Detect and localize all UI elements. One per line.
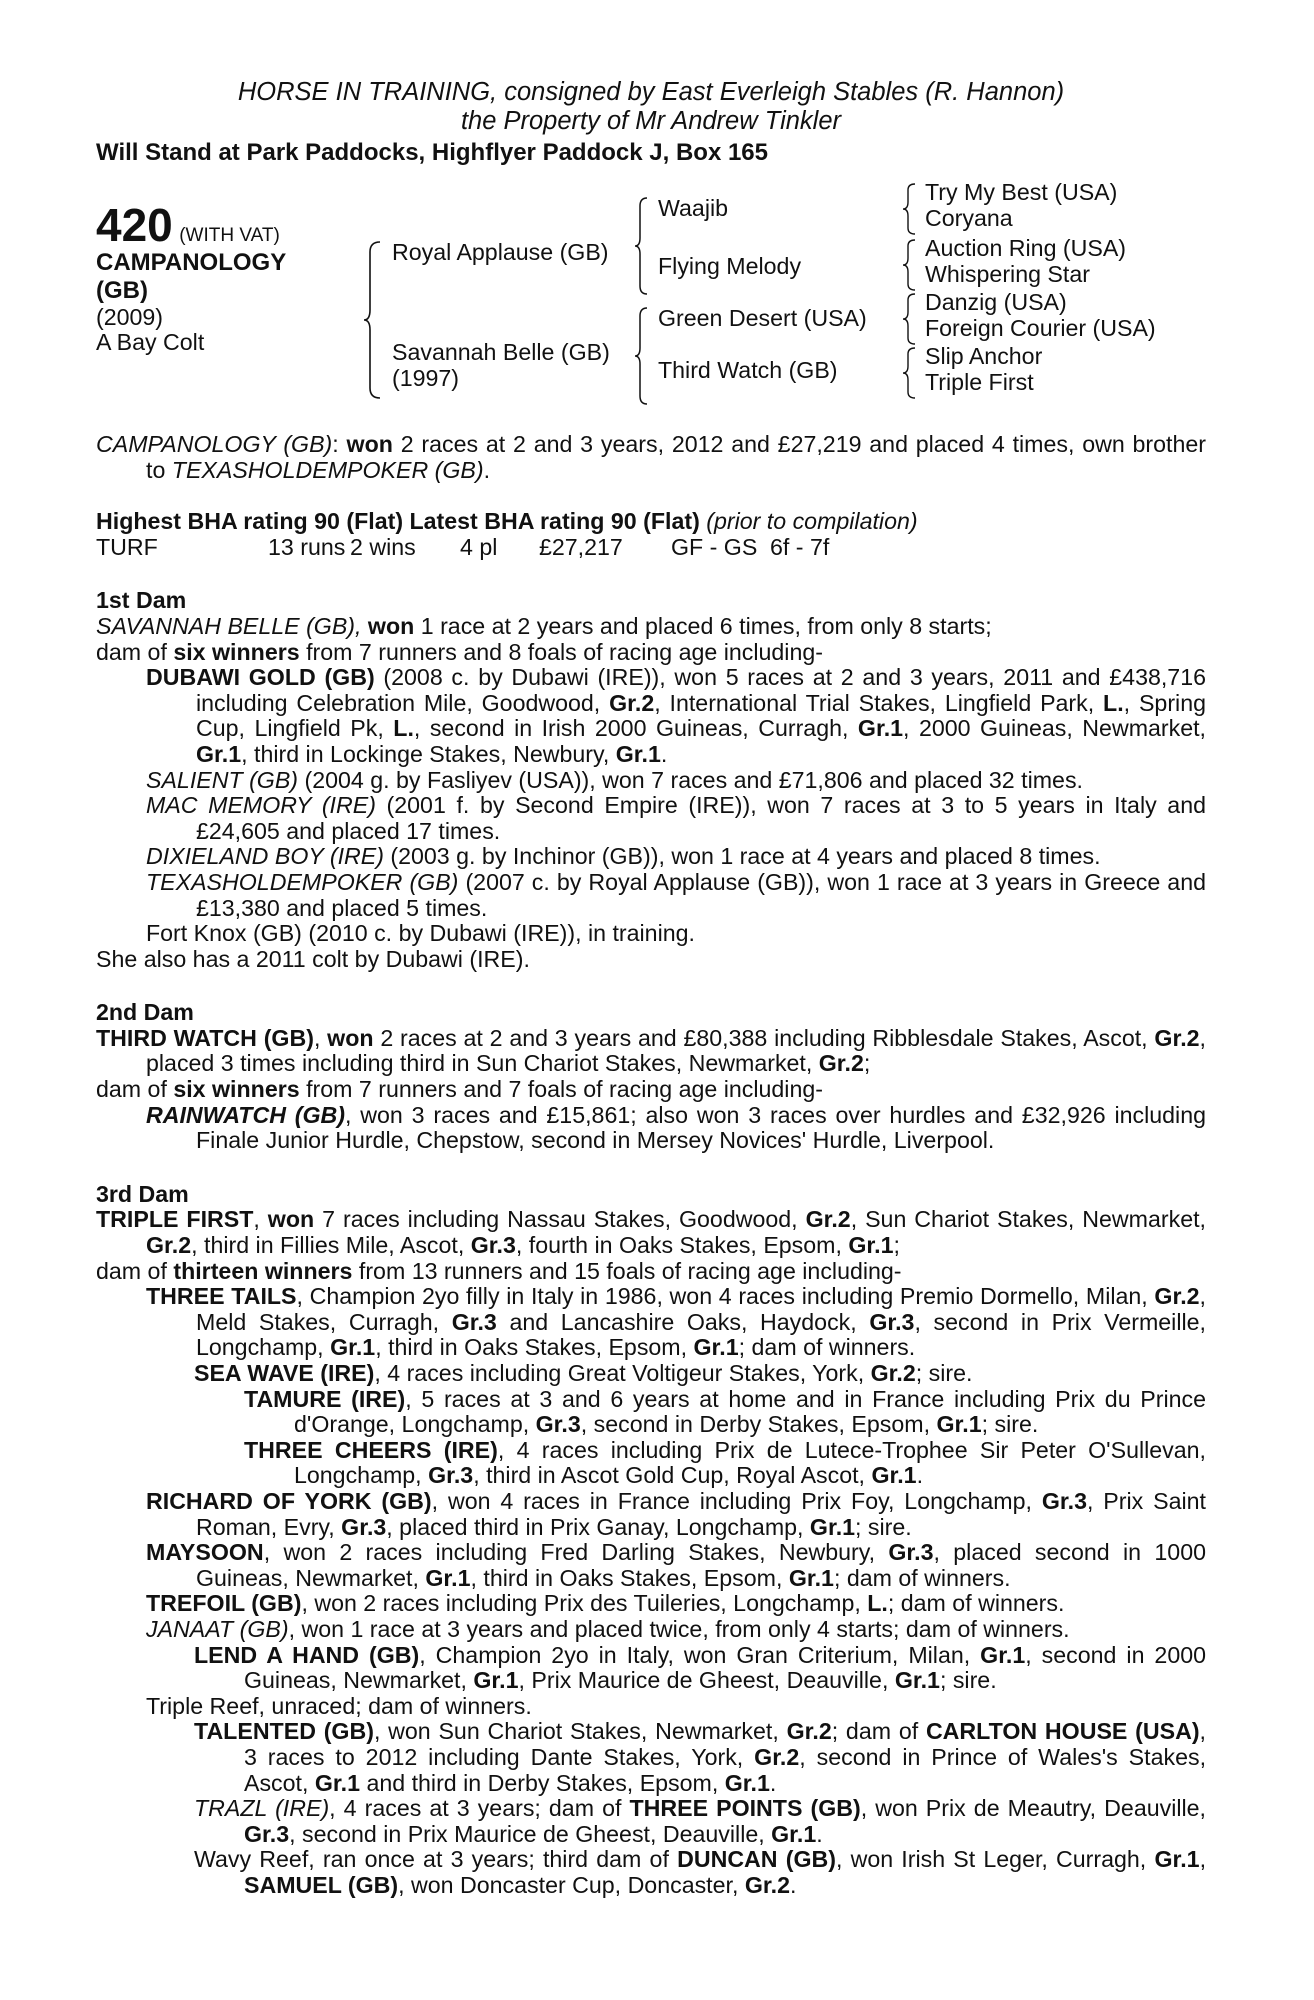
granddam-3: Foreign Courier (USA) <box>925 315 1156 341</box>
section-title: 3rd Dam <box>96 1180 189 1207</box>
stable-location: Will Stand at Park Paddocks, Highflyer Paddock J, Box 165 <box>96 139 768 166</box>
dam-produce-summary: dam of six winners from 7 runners and 7 foals of racing age including- <box>96 1076 823 1103</box>
sire-brace-icon <box>633 196 649 296</box>
owner-line: the Property of Mr Andrew Tinkler <box>460 107 842 135</box>
produce-entry: TRAZL (IRE), 4 races at 3 years; dam of THREE POINTS (GB), won Prix de Meautry, Deauville, Gr.3, second in Prix Maurice de Gheest, Deauville, Gr.1. <box>194 1795 1206 1847</box>
third-dam-section <box>96 1182 1206 1899</box>
rating-note: (prior to compilation) <box>706 508 918 535</box>
produce-entry: THREE TAILS, Champion 2yo filly in Italy in 1986, won 4 races including Premio Dormello, Milan, Gr.2, Meld Stakes, Curragh, Gr.3 and Lancashire Oaks, Haydock, Gr.3, second in Prix Vermeille, Longchamp, Gr.1, third in Oaks Stakes, Epsom, Gr.1; dam of winners. <box>146 1283 1206 1361</box>
first-dam-section <box>96 588 1206 972</box>
grandsire-1: Try My Best (USA) <box>925 179 1118 205</box>
lot-info <box>96 199 287 356</box>
sire-name: Royal Applause (GB) <box>392 239 609 265</box>
vat-note: (WITH VAT) <box>179 225 280 246</box>
sire-dam: Flying Melody <box>658 253 802 279</box>
produce-entry: TEXASHOLDEMPOKER (GB) (2007 c. by Royal Applause (GB)), won 1 race at 3 years in Greece and £13,380 and placed 5 times. <box>146 868 1206 921</box>
grandsire-4: Slip Anchor <box>925 343 1043 369</box>
dam-record: THIRD WATCH (GB), won 2 races at 2 and 3 years and £80,388 including Ribblesdale Stakes, Ascot, Gr.2, placed 3 times including third in Sun Chariot Stakes, Newmarket, Gr.2; <box>96 1024 1206 1077</box>
lot-number: 420 <box>96 199 173 251</box>
catalogue-page <box>96 78 1206 1898</box>
foaling-year: (2009) <box>96 303 164 330</box>
horse-country: (GB) <box>96 276 148 304</box>
produce-entry: TAMURE (IRE), 5 races at 3 and 6 years at home and in France including Prix du Prince d'Orange, Longchamp, Gr.3, second in Derby Stakes, Epsom, Gr.1; sire. <box>244 1385 1206 1438</box>
horse-name: CAMPANOLOGY <box>96 248 287 276</box>
dam-produce-summary: dam of thirteen winners from 13 runners and 15 foals of racing age including- <box>96 1257 902 1284</box>
racing-record-row: TURF 13 runs 2 wins 4 pl £27,217 GF - GS 6f - 7f <box>96 533 830 560</box>
dam-name: Savannah Belle (GB) <box>392 339 610 365</box>
produce-entry: DIXIELAND BOY (IRE) (2003 g. by Inchinor (GB)), won 1 race at 4 years and placed 8 times. <box>146 843 1101 870</box>
produce-entry: LEND A HAND (GB), Champion 2yo in Italy, won Gran Criterium, Milan, Gr.1, second in 2000 Guineas, Newmarket, Gr.1, Prix Maurice de Gheest, Deauville, Gr.1; sire. <box>194 1641 1207 1694</box>
dam-dam: Third Watch (GB) <box>658 357 838 383</box>
pedigree-block <box>96 179 1206 422</box>
produce-entry: Triple Reef, unraced; dam of winners. <box>146 1692 532 1719</box>
produce-entry: DUBAWI GOLD (GB) (2008 c. by Dubawi (IRE)), won 5 races at 2 and 3 years, 2011 and £438,716 including Celebration Mile, Goodwood, Gr.2, International Trial Stakes, Lingfield Park, L., Spring Cup, Lingfield Pk, L., second in Irish 2000 Guineas, Curragh, Gr.1, 2000 Guineas, Newmarket, Gr.1, third in Lockinge Stakes, Newbury, Gr.1. <box>146 664 1207 767</box>
dam-sire: Green Desert (USA) <box>658 305 867 331</box>
grandsire-2: Auction Ring (USA) <box>925 235 1127 261</box>
produce-entry: SEA WAVE (IRE), 4 races including Great Voltigeur Stakes, York, Gr.2; sire. <box>194 1360 973 1386</box>
brace-g3-icon <box>901 292 917 346</box>
second-dam-section <box>96 1000 1206 1154</box>
produce-entry: MAC MEMORY (IRE) (2001 f. by Second Empire (IRE)), won 7 races at 3 to 5 years in Italy and £24,605 and placed 17 times. <box>146 792 1206 844</box>
dam-produce-summary: dam of six winners from 7 runners and 8 foals of racing age including- <box>96 638 823 665</box>
sire-sire: Waajib <box>658 195 729 221</box>
produce-entry: TREFOIL (GB), won 2 races including Prix des Tuileries, Longchamp, L.; dam of winners. <box>146 1590 1065 1617</box>
dam-record: TRIPLE FIRST, won 7 races including Nassau Stakes, Goodwood, Gr.2, Sun Chariot Stakes, Newmarket, Gr.2, third in Fillies Mile, Ascot, Gr.3, fourth in Oaks Stakes, Epsom, Gr.1; <box>96 1206 1206 1259</box>
rating-block <box>96 509 1206 560</box>
produce-entry: THREE CHEERS (IRE), 4 races including Prix de Lutece-Trophee Sir Peter O'Sullevan, Longchamp, Gr.3, third in Ascot Gold Cup, Royal Ascot, Gr.1. <box>244 1436 1206 1489</box>
brace-g2-icon <box>901 238 917 292</box>
produce-entry: TALENTED (GB), won Sun Chariot Stakes, Newmarket, Gr.2; dam of CARLTON HOUSE (USA), 3 races to 2012 including Dante Stakes, York, Gr.2, second in Prince of Wales's Stakes, Ascot, Gr.1 and third in Derby Stakes, Epsom, Gr.1. <box>194 1718 1207 1796</box>
granddam-1: Coryana <box>925 205 1013 231</box>
produce-entry: Wavy Reef, ran once at 3 years; third dam of DUNCAN (GB), won Irish St Leger, Curragh, Gr.1, SAMUEL (GB), won Doncaster Cup, Doncaster, Gr.2. <box>194 1846 1207 1898</box>
horse-description: A Bay Colt <box>96 329 205 356</box>
dam-record: SAVANNAH BELLE (GB), won 1 race at 2 years and placed 6 times, from only 8 starts; <box>96 612 992 639</box>
dam-brace-icon <box>633 306 649 406</box>
produce-entry: SALIENT (GB) (2004 g. by Fasliyev (USA)), won 7 races and £71,806 and placed 32 times. <box>146 766 1083 793</box>
sire-dam-brace-icon <box>362 240 382 400</box>
page-header <box>96 78 1206 168</box>
produce-entry: Fort Knox (GB) (2010 c. by Dubawi (IRE)), in training. <box>146 920 695 947</box>
horse-summary: CAMPANOLOGY (GB): won 2 races at 2 and 3 years, 2012 and £27,219 and placed 4 times, own brother to TEXASHOLDEMPOKER (GB). <box>96 431 1207 483</box>
granddam-2: Whispering Star <box>925 261 1090 287</box>
brace-g1-icon <box>901 182 917 236</box>
rating-heading: Highest BHA rating 90 (Flat) Latest BHA rating 90 (Flat) <box>96 508 700 535</box>
produce-entry: RICHARD OF YORK (GB), won 4 races in France including Prix Foy, Longchamp, Gr.3, Prix Saint Roman, Evry, Gr.3, placed third in Prix Ganay, Longchamp, Gr.1; sire. <box>146 1487 1206 1540</box>
produce-entry: RAINWATCH (GB), won 3 races and £15,861; also won 3 races over hurdles and £32,926 including Finale Junior Hurdle, Chepstow, second in Mersey Novices' Hurdle, Liverpool. <box>146 1101 1206 1154</box>
produce-note: She also has a 2011 colt by Dubawi (IRE). <box>96 945 530 972</box>
produce-entry: MAYSOON, won 2 races including Fred Darling Stakes, Newbury, Gr.3, placed second in 1000 Guineas, Newmarket, Gr.1, third in Oaks Stakes, Epsom, Gr.1; dam of winners. <box>146 1539 1206 1591</box>
section-title: 2nd Dam <box>96 999 194 1026</box>
brace-g4-icon <box>901 346 917 400</box>
grandsire-3: Danzig (USA) <box>925 289 1067 315</box>
dam-year: (1997) <box>392 365 460 391</box>
granddam-4: Triple First <box>925 369 1034 395</box>
produce-entry: JANAAT (GB), won 1 race at 3 years and placed twice, from only 4 starts; dam of winners. <box>146 1615 1070 1642</box>
consignor-line: HORSE IN TRAINING, consigned by East Everleigh Stables (R. Hannon) <box>237 78 1065 106</box>
section-title: 1st Dam <box>96 587 187 614</box>
